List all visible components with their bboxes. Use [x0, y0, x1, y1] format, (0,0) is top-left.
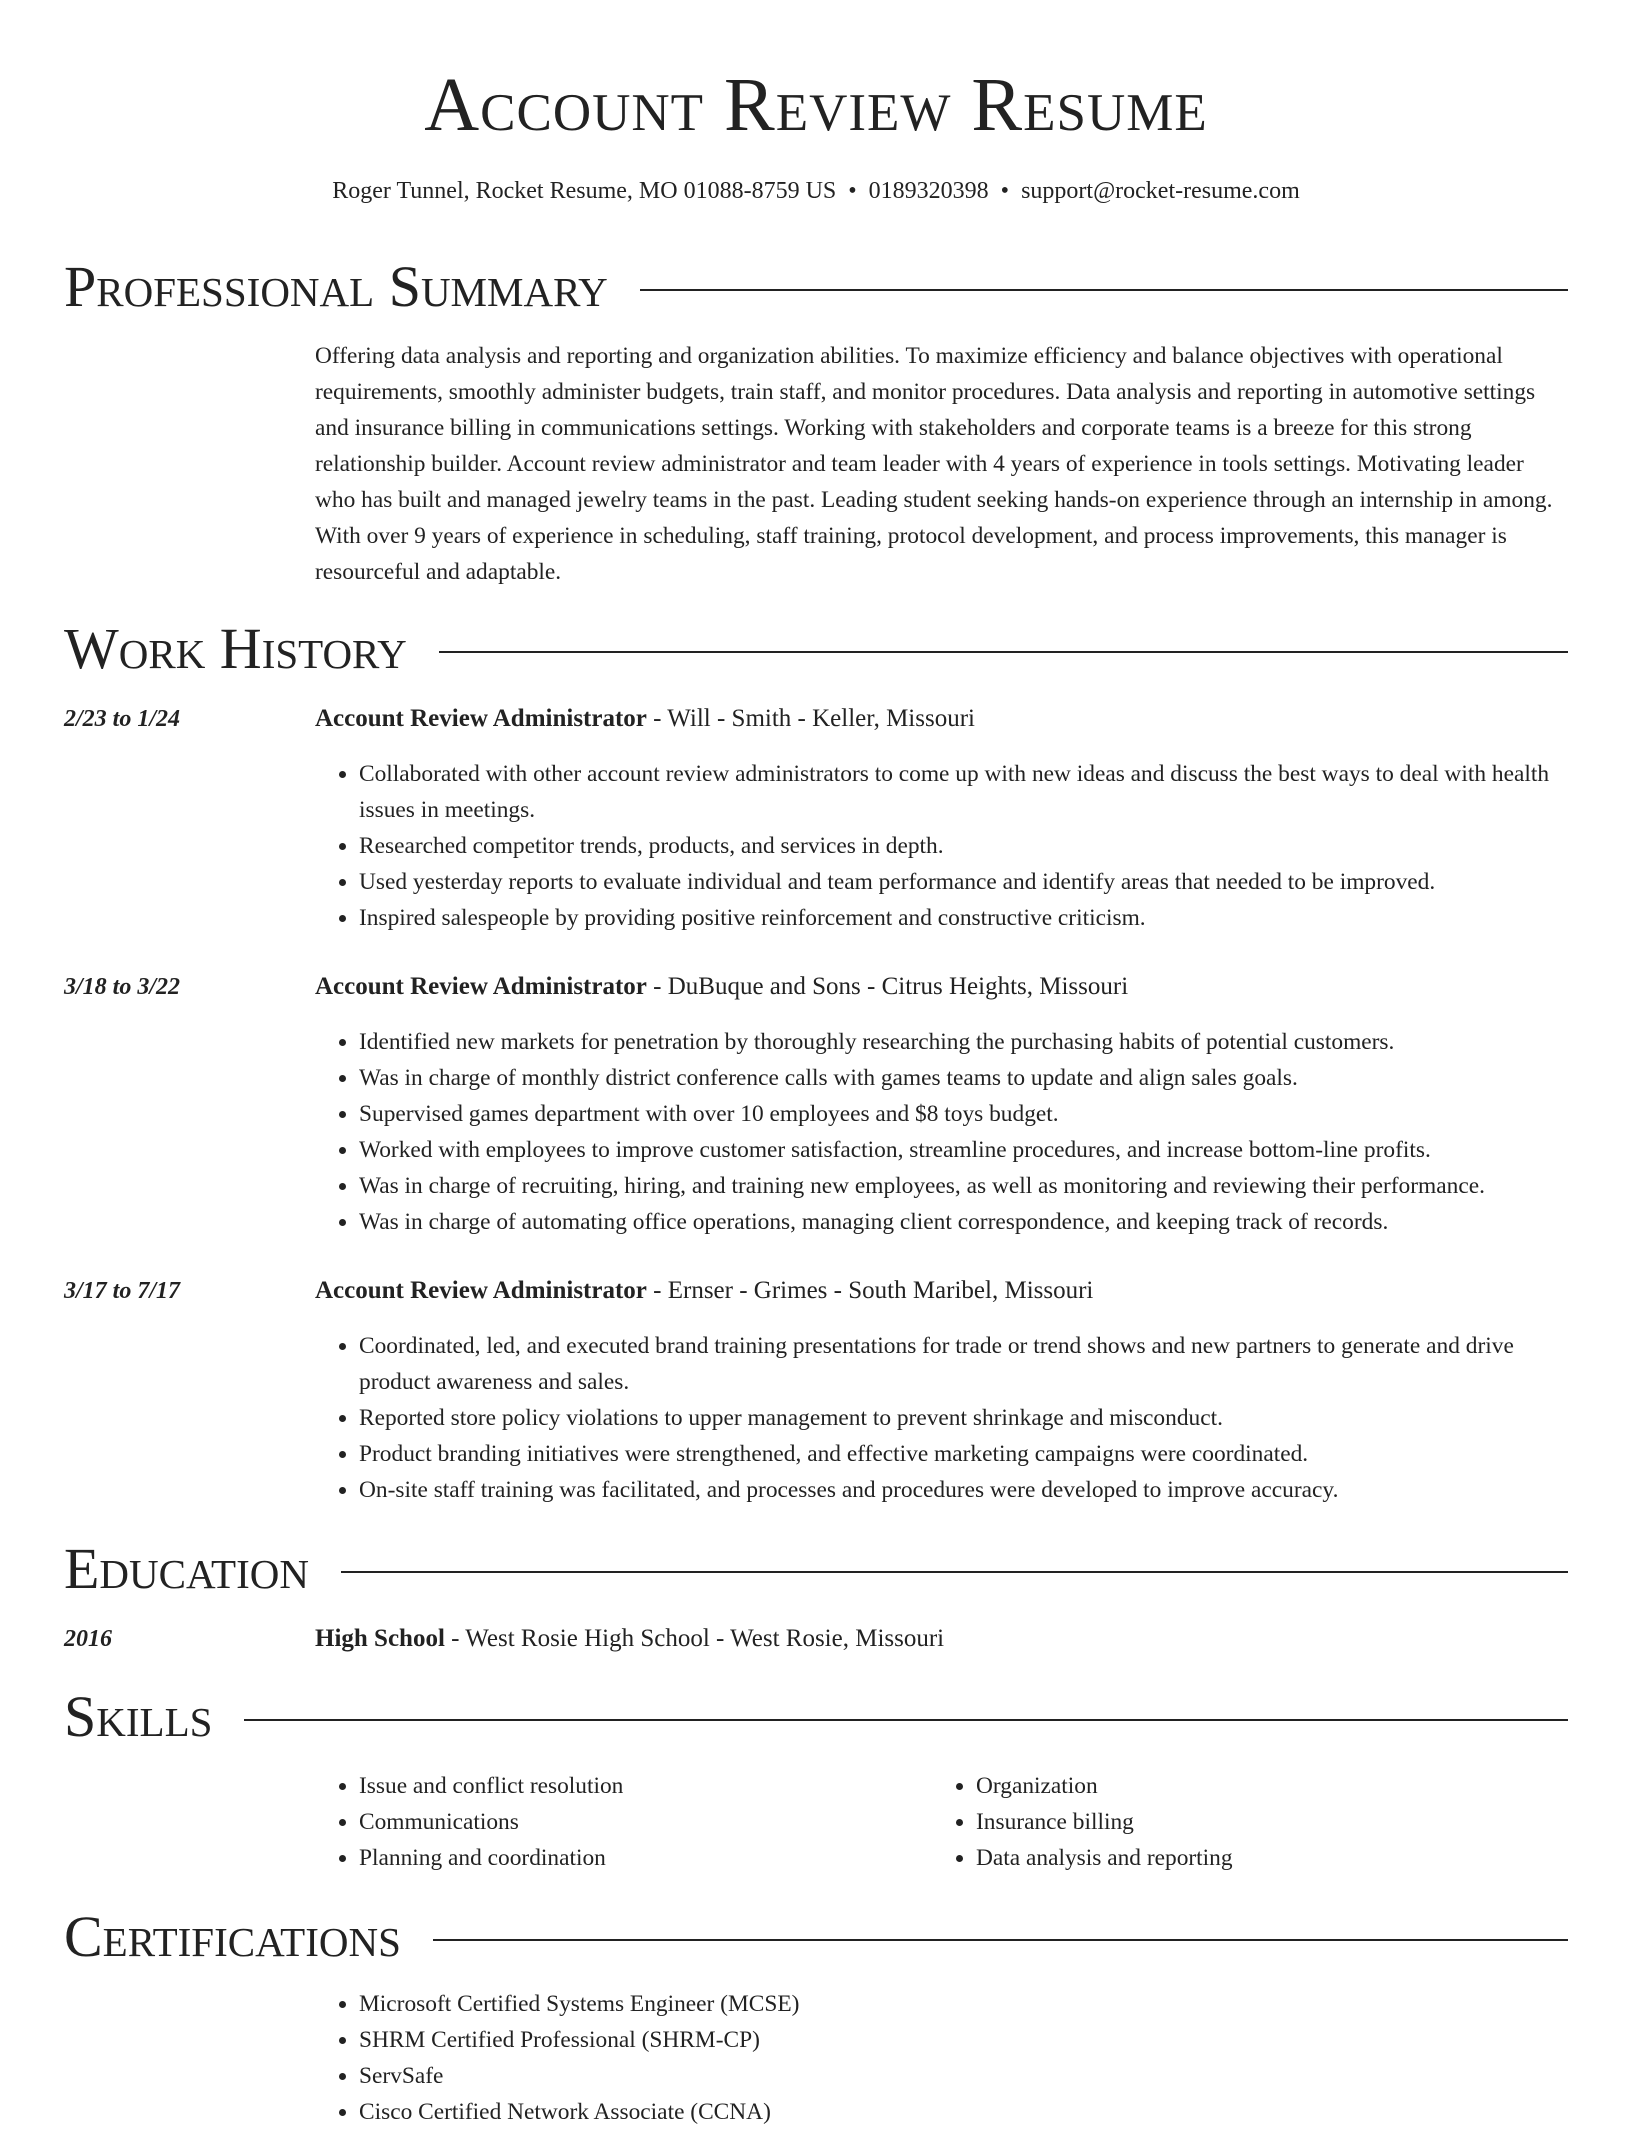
contact-address: Roger Tunnel, Rocket Resume, MO 01088-8759 US [332, 178, 837, 204]
resume-title: Account Review Resume [424, 63, 1208, 147]
job-dates: 3/18 to 3/22 [64, 974, 181, 1000]
list-item: • Was in charge of monthly district conference calls with games teams to update and align sales goals. [359, 1060, 1568, 1096]
certifications-heading: Certifications [64, 1904, 401, 1969]
contact-phone: 0189320398 [868, 178, 989, 204]
education-entry [315, 1622, 944, 1656]
section-divider [439, 651, 1568, 653]
job-title: Account Review Administrator [315, 1277, 647, 1304]
list-item: • Inspired salespeople by providing positive reinforcement and constructive criticism. [359, 900, 1568, 936]
job-title: Account Review Administrator [315, 705, 647, 732]
job-dates: 2/23 to 1/24 [64, 706, 181, 732]
section-divider [640, 289, 1568, 291]
certification-item: • Cisco Certified Network Associate (CCNA) [359, 2094, 1568, 2130]
certification-item: • SHRM Certified Professional (SHRM-CP) [359, 2022, 1568, 2058]
summary-text: Offering data analysis and reporting and organization abilities. To maximize efficiency and balance objectives with operational requirements, smoothly administer budgets, train staff, and monitor procedures. Data analysis and reporting in automotive settings and insurance billing in communications settings. Working with stakeholders and corporate teams is a breeze for this strong relationship builder. Account review administrator and team leader with 4 years of experience in tools settings. Motivating leader who has built and managed jewelry teams in the past. Leading student seeking hands-on experience through an internship in among. With over 9 years of experience in scheduling, staff training, protocol development, and process improvements, this manager is resourceful and adaptable. [315, 343, 1553, 585]
job-employer: - DuBuque and Sons - Citrus Heights, Missouri [646, 973, 1129, 1000]
skill-item: • Insurance billing [976, 1804, 1532, 1840]
summary-heading: Professional Summary [64, 254, 608, 319]
skill-item: • Data analysis and reporting [976, 1840, 1532, 1876]
job-employer: - Will - Smith - Keller, Missouri [646, 705, 975, 732]
skills-heading: Skills [64, 1684, 213, 1749]
certification-item: • Microsoft Certified Systems Engineer (MCSE) [359, 1986, 1568, 2022]
job-bullets [315, 1024, 1568, 1240]
skill-item: • Organization [976, 1768, 1532, 1804]
job-heading [315, 970, 1128, 1004]
skill-item: • Issue and conflict resolution [359, 1768, 915, 1804]
education-year: 2016 [64, 1626, 112, 1652]
list-item: • Used yesterday reports to evaluate individual and team performance and identify areas that needed to be improved. [359, 864, 1568, 900]
section-divider [341, 1571, 1568, 1573]
contact-email: support@rocket-resume.com [1021, 178, 1300, 204]
list-item: • Product branding initiatives were strengthened, and effective marketing campaigns were coordinated. [359, 1436, 1568, 1472]
list-item: • Worked with employees to improve customer satisfaction, streamline procedures, and increase bottom-line profits. [359, 1132, 1568, 1168]
summary-section-header [64, 254, 1568, 320]
job-employer: - Ernser - Grimes - South Maribel, Missouri [646, 1277, 1094, 1304]
job-title: Account Review Administrator [315, 973, 647, 1000]
education-degree: High School [315, 1625, 445, 1652]
contact-separator: • [1000, 178, 1010, 204]
job-heading [315, 1274, 1093, 1308]
list-item: • On-site staff training was facilitated, and processes and procedures were developed to improve accuracy. [359, 1472, 1568, 1508]
education-school: - West Rosie High School - West Rosie, Missouri [444, 1625, 945, 1652]
list-item: • Researched competitor trends, products, and services in depth. [359, 828, 1568, 864]
skills-list-left [315, 1768, 915, 1876]
education-heading: Education [64, 1536, 309, 1601]
work-history-heading: Work History [64, 616, 407, 681]
job-bullets [315, 1328, 1568, 1508]
job-dates: 3/17 to 7/17 [64, 1278, 181, 1304]
skill-item: • Communications [359, 1804, 915, 1840]
section-divider [244, 1719, 1568, 1721]
list-item: • Reported store policy violations to upper management to prevent shrinkage and misconduct. [359, 1400, 1568, 1436]
section-divider [433, 1939, 1568, 1941]
skills-section-header [64, 1684, 1568, 1750]
job-bullets [315, 756, 1568, 936]
skill-item: • Planning and coordination [359, 1840, 915, 1876]
certifications-section-header [64, 1904, 1568, 1970]
list-item: • Supervised games department with over 10 employees and $8 toys budget. [359, 1096, 1568, 1132]
list-item: • Collaborated with other account review administrators to come up with new ideas and discuss the best ways to deal with health issues in meetings. [359, 756, 1568, 828]
list-item: • Coordinated, led, and executed brand training presentations for trade or trend shows and new partners to generate and drive product awareness and sales. [359, 1328, 1568, 1400]
certifications-list [315, 1986, 1568, 2130]
work-history-section-header [64, 616, 1568, 682]
list-item: • Identified new markets for penetration by thoroughly researching the purchasing habits of potential customers. [359, 1024, 1568, 1060]
skills-list-right [932, 1768, 1532, 1876]
contact-line [0, 174, 1632, 208]
job-heading [315, 702, 975, 736]
contact-separator: • [848, 178, 857, 204]
list-item: • Was in charge of automating office operations, managing client correspondence, and keeping track of records. [359, 1204, 1568, 1240]
certification-item: • ServSafe [359, 2058, 1568, 2094]
education-section-header [64, 1536, 1568, 1602]
list-item: • Was in charge of recruiting, hiring, and training new employees, as well as monitoring and reviewing their performance. [359, 1168, 1568, 1204]
